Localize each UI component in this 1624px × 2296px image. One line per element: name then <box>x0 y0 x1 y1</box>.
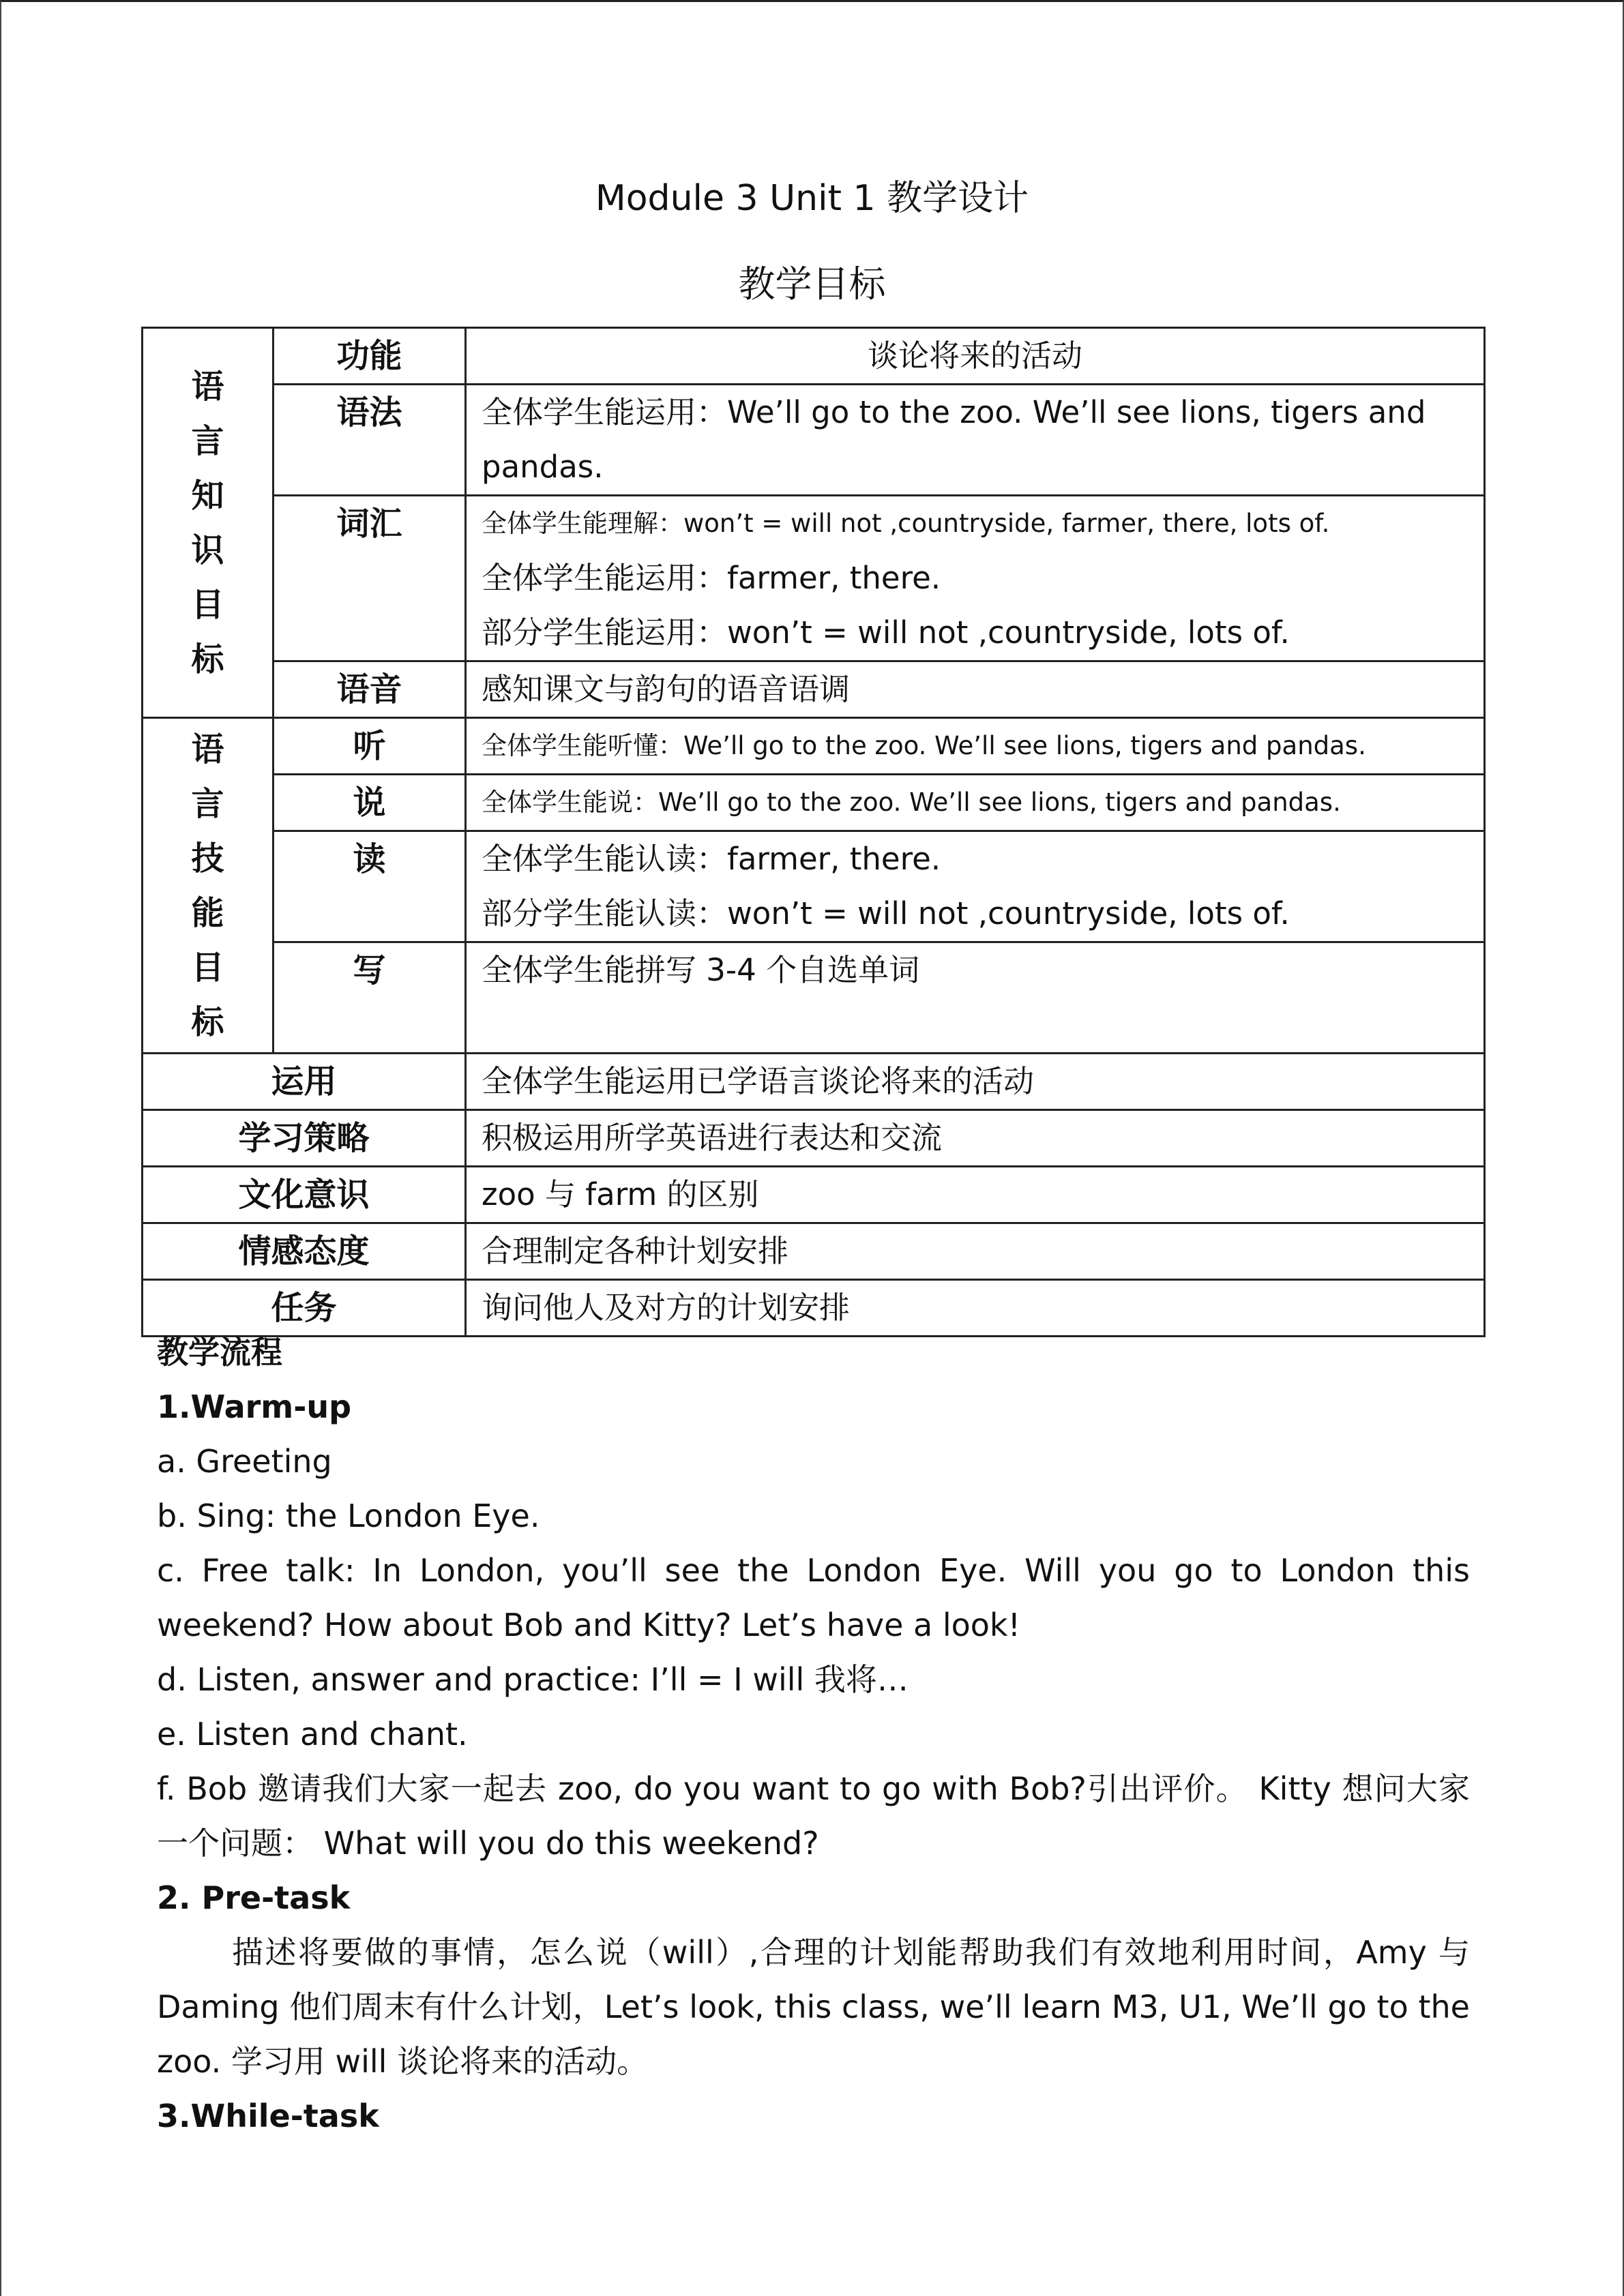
table-row-culture <box>143 1167 1485 1223</box>
row-label: 运用 <box>143 1054 466 1110</box>
listen-text: 全体学生能听懂：We’ll go to the zoo. We’ll see lions, tigers and pandas. <box>466 718 1485 775</box>
table-row-speak <box>143 775 1485 831</box>
table-row-application <box>143 1054 1485 1110</box>
vocabulary-line: 全体学生能运用：farmer, there. <box>466 551 1485 606</box>
row-label: 学习策略 <box>143 1110 466 1167</box>
warmup-heading: 1.Warm-up <box>157 1388 352 1425</box>
table-row-attitude <box>143 1223 1485 1280</box>
vocabulary-line: 部分学生能运用：won’t = will not ,countryside, lots of. <box>466 606 1485 661</box>
pretask-text: 描述将要做的事情，怎么说（will）,合理的计划能帮助我们有效地利用时间，Amy 与 Daming 他们周末有什么计划，Let’s look, this class, we’ll learn M3, U1, We’ll go to the zoo. 学习用 will 谈论将来的活动。 <box>157 1934 1470 2080</box>
category-char: 言 <box>191 421 224 460</box>
read-line: 部分学生能认读：won’t = will not ,countryside, lots of. <box>466 886 1485 942</box>
write-text: 全体学生能拼写 3-4 个自选单词 <box>466 942 1485 998</box>
row-text: 合理制定各种计划安排 <box>466 1223 1485 1280</box>
table-row-grammar <box>143 385 1485 496</box>
grammar-label: 语法 <box>274 385 466 496</box>
speak-label: 说 <box>274 775 466 831</box>
document-title: Module 3 Unit 1 教学设计 <box>595 178 1029 219</box>
warmup-item: e. Listen and chant. <box>157 1716 468 1753</box>
category-language-knowledge <box>143 328 274 718</box>
speak-text: 全体学生能说：We’ll go to the zoo. We’ll see lions, tigers and pandas. <box>466 775 1485 831</box>
row-text: 积极运用所学英语进行表达和交流 <box>466 1110 1485 1167</box>
table-row-function <box>143 328 1485 385</box>
pretask-heading: 2. Pre-task <box>157 1879 351 1916</box>
objectives-heading: 教学目标 <box>738 263 886 305</box>
warmup-item: a. Greeting <box>157 1443 332 1480</box>
row-label: 情感态度 <box>143 1223 466 1280</box>
table-row-vocabulary <box>143 496 1485 552</box>
category-char: 知 <box>191 476 224 515</box>
table-row-write <box>143 942 1485 998</box>
table-row-read <box>143 831 1485 887</box>
category-char: 标 <box>191 1002 224 1041</box>
function-text: 谈论将来的活动 <box>466 328 1485 385</box>
row-text: zoo 与 farm 的区别 <box>466 1167 1485 1223</box>
warmup-item: f. Bob 邀请我们大家一起去 zoo, do you want to go with Bob?引出评价。 Kitty 想问大家一个问题： What will you do this weekend? <box>157 1770 1470 1862</box>
read-label: 读 <box>274 831 466 942</box>
function-label: 功能 <box>274 328 466 385</box>
read-line: 全体学生能认读：farmer, there. <box>466 831 1485 887</box>
category-char: 语 <box>191 367 224 406</box>
category-language-skills <box>143 718 274 1054</box>
category-char: 目 <box>191 948 224 987</box>
table-row-phonetics <box>143 661 1485 718</box>
grammar-text: 全体学生能运用：We’ll go to the zoo. We’ll see lions, tigers and pandas. <box>466 385 1485 496</box>
write-label: 写 <box>274 942 466 1054</box>
warmup-item: c. Free talk: In London, you’ll see the London Eye. Will you go to London this weekend? How about Bob and Kitty? Let’s have a look! <box>157 1552 1470 1643</box>
row-text: 全体学生能运用已学语言谈论将来的活动 <box>466 1054 1485 1110</box>
warmup-item: d. Listen, answer and practice: I’ll = I will 我将… <box>157 1661 909 1698</box>
phonetics-label: 语音 <box>274 661 466 718</box>
vocabulary-label: 词汇 <box>274 496 466 661</box>
category-char: 能 <box>191 893 224 932</box>
vocabulary-line: 全体学生能理解：won’t = will not ,countryside, farmer, there, lots of. <box>466 496 1485 552</box>
category-char: 言 <box>191 784 224 823</box>
objectives-table <box>141 327 1486 1337</box>
warmup-item: b. Sing: the London Eye. <box>157 1497 540 1534</box>
category-char: 识 <box>191 531 224 569</box>
category-char: 目 <box>191 585 224 624</box>
category-char: 技 <box>191 839 224 878</box>
table-row-listen <box>143 718 1485 775</box>
listen-label: 听 <box>274 718 466 775</box>
category-char: 语 <box>191 730 224 769</box>
row-label: 文化意识 <box>143 1167 466 1223</box>
row-label: 任务 <box>143 1280 466 1337</box>
category-char: 标 <box>191 640 224 679</box>
table-row-strategy <box>143 1110 1485 1167</box>
teaching-process <box>157 1325 1470 2143</box>
whiletask-heading: 3.While-task <box>157 2098 379 2134</box>
process-heading: 教学流程 <box>157 1334 282 1371</box>
row-text: 询问他人及对方的计划安排 <box>466 1280 1485 1337</box>
phonetics-text: 感知课文与韵句的语音语调 <box>466 661 1485 718</box>
write-blank <box>466 998 1485 1054</box>
